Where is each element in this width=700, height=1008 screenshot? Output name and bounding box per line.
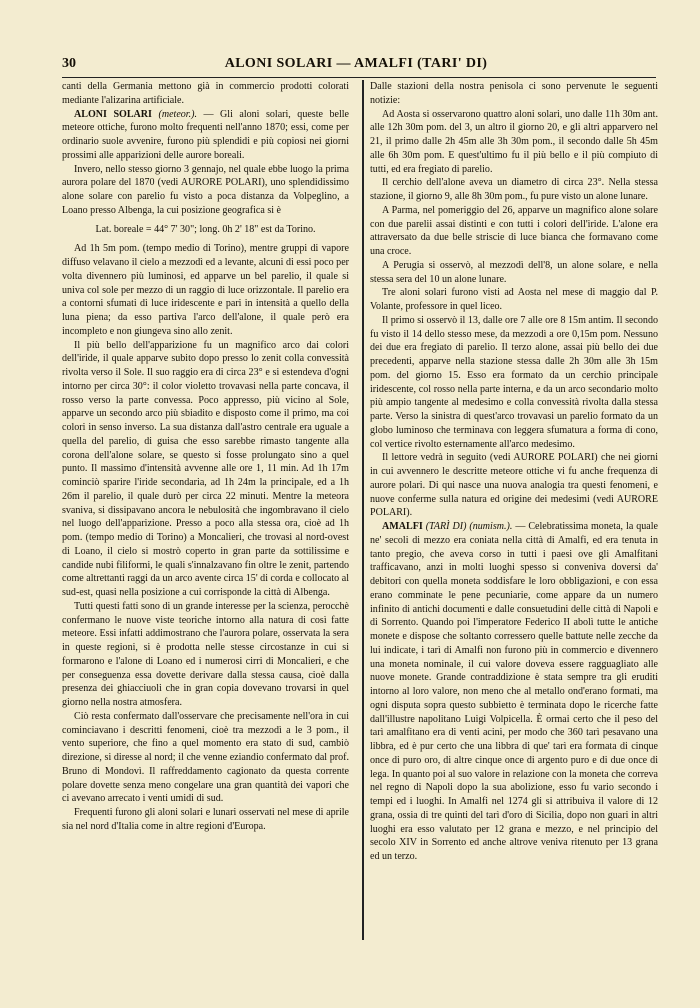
entry-amalfi <box>370 520 658 864</box>
paragraph: A Parma, nel pomeriggio del 26, apparve un magnifico alone solare con due parelii assai distinti e con tutti i colori dell'iride. L'alone era attraversato da due belle striscie di luce bianca che formavano come una croce. <box>370 204 658 257</box>
running-title: ALONI SOLARI — AMALFI (TARI' DI) <box>224 56 488 71</box>
paragraph: A Perugia si osservò, al mezzodì dell'8, un alone solare, e nella stessa sera del 10 un alone lunare. <box>370 259 658 285</box>
column-divider <box>362 80 364 940</box>
paragraph: Il più bello dell'apparizione fu un magnifico arco dai colori dell'iride, il quale apparve subito dopo presso lo zenit colla convessità rivolta verso il Sole. Il suo raggio era di circa 23° e si estendeva d'ogni intorno per circa 30°: il color violetto trovavasi nella parte concava, il rosso verso la parte convessa. Poco appresso, più vicino al Sole, apparve un secondo arco più sbiadito e disposto come il primo, ma coi colori in senso inverso. La sua distanza dall'astro centrale era uguale a quella del parelio, di guisa che esso sarebbe rimasto tangente alla corona dell'alone solare, se questo si fosse prolungato sino a quel punto. Il massimo d'intensità avvenne alle ore 1, 11 min. Ad 1h 17m cominciò sparire l'iride secondaria, ad 1h 24m la principale, ed a 1h 26m il parelio, il quale durò per circa 22 minuti. Mentre la meteora svaniva, si dissipavano ancora le nebulosità che ingombravano il cielo nel luogo dell'apparizione. Presso a poco alla stessa ora, cioè ad 1h pom. (tempo medio di Torino) a Moncalieri, che trovasi al nord-ovest di Loano, il cielo si mostrò coperto in gran parte da sottilissime e candide nubi filiformi, le quali s'innalzavano fin oltre le zenit, partendo come altrettanti raggi da un arco avente circa 15' di corda e collocato al sud-est, quasi nella posizione a cui corrisponde la città di Albenga. <box>62 339 349 598</box>
paragraph: canti della Germania mettono già in commercio prodotti colorati mediante l'alizarina artificiale. <box>62 81 349 106</box>
coordinates-line: Lat. boreale = 44° 7' 30"; long. 0h 2' 18" est da Torino. <box>95 223 316 235</box>
paragraph: Invero, nello stesso giorno 3 gennajo, nel quale ebbe luogo la prima aurora polare del 1870 (vedi AURORE POLARI), uno splendidissimo alone solare con parelio fu visto a poca distanza da Volpeglino, a Loano presso Albenga, la cui posizione geografica si è <box>62 163 349 216</box>
paragraph: Ad 1h 5m pom. (tempo medio di Torino), mentre gruppi di vapore diffuso velavano il cielo a mezzodì ed a levante, alcuni di essi poco per volta divennero più luminosi, ed apparve un bel parelio, il quale si univa col sole per mezzo di un raggio di luce orizzontale. Il parelio era a contorni sfumati di luce iridescente e pari in intensità a quello della luna piena; da esso partiva l'arco dell'alone, il quale però era incompleto e non giungeva sino allo zenit. <box>62 243 349 337</box>
entry-category: (meteor.). <box>151 108 197 120</box>
left-column <box>62 80 349 940</box>
right-column <box>370 80 658 940</box>
paragraph: Frequenti furono gli aloni solari e lunari osservati nel mese di aprile sia nel nord d'Italia come in altre regioni d'Europa. <box>62 807 349 832</box>
entry-category: (TARÌ DI) (numism.). <box>422 521 513 532</box>
entry-text: — Gli aloni solari, queste belle meteore ottiche, furono molto frequenti nell'anno 1870; essi, come per ordinario suole avvenire, furono più splendidi e più copiosi nei giorni prossimi alle apparizioni delle aurore boreali. <box>62 108 349 161</box>
page-number: 30 <box>62 56 76 71</box>
page-header <box>62 56 656 76</box>
paragraph: Tre aloni solari furono visti ad Aosta nel mese di maggio dal P. Volante, professore in quel liceo. <box>370 287 658 312</box>
entry-text: — Celebratissima moneta, la quale ne' secoli di mezzo era coniata nella città di Amalfi, ed era tenuta in tanto pregio, che aveva corso in tutti i paesi ove gli Amalfitani trafficavano, anzi in molti luoghi spesso si conveniva doversi da' debitori con quella moneta soddisfare le loro obbligazioni, e con essa erano comminate le pene pecuniarie, come appare da un numero infinito di antichi documenti e dalle consuetudini delle città di Napoli e di Sorrento. Quando poi l'imperatore Federico II abolì tutte le antiche monete e dispose che soltanto corressero quelle battute nelle zecche da lui indicate, i tarì di Amalfi non furono più in commercio e divennero una moneta nominale, il cui valore doveva essere ragguagliato alle nuove monete. Grande contraddizione è stata sempre tra gli eruditi intorno al loro valore, non meno che al metallo ond'erano formati, ma ogni disputa sopra questo subbietto è terminata dopo le ricerche fatte dall'illustre napolitano Luigi Volpicella. È ormai certo che il peso del tarì amalfitano era di venti acini, per modo che 360 tarì pesavano una libbra, ed è pur certo che una libbra di que' tarì era formata di cinque once di puro oro, di altre cinque once di argento puro e di due once di lega. In quanto poi al suo valore in relazione con la moneta che correva nel regno di Napoli dopo la sua abolizione, esso fu vario secondo i tempi ed i luoghi. In Amalfi nel 1274 gli si attribuiva il valore di 12 grana, ossia di tre quinti del tarì d'oro di Sicilia, dopo non guari in altri luoghi era esso valutato per 12 grana e mezzo, e nel principio del secolo XIV in Sorrento ed anche altrove veniva ritenuto per 13 grana ed un terzo. <box>370 521 658 862</box>
paragraph: Il cerchio dell'alone aveva un diametro di circa 23°. Nella stessa stazione, il giorno 9, alle 8h 30m pom., fu pure visto un alone lunare. <box>370 177 658 202</box>
paragraph: Il lettore vedrà in seguito (vedi AURORE POLARI) che nei giorni in cui avvennero le descritte meteore ottiche vi fu anche frequenza di aurore polari. Di qui nasce una nuova analogia tra questi fenomeni, e nuove conferme sulla natura ed origine dei medesimi (vedi AURORE POLARI). <box>370 452 658 519</box>
entry-aloni-solari <box>62 108 349 163</box>
paragraph: Tutti questi fatti sono di un grande interesse per la scienza, perocchè confermano le nuove viste teoriche intorno alla natura di così fatte meteore. Essi infatti addimostrano che l'aurora polare, osservata la sera in queste regioni, si è prodotta nelle stesse circostanze in cui si formarono e l'alone di Loano ed i numerosi cirri di Moncalieri, e che per conseguenza essa dovette derivare dalla stessa causa, cioè dalla presenza dei ghiacciuoli che in gran copia dovevano trovarsi in quel giorno nella nostra atmosfera. <box>62 600 349 708</box>
entry-headword: ALONI SOLARI <box>74 108 152 120</box>
paragraph: Il primo si osservò il 13, dalle ore 7 alle ore 8 15m antim. Il secondo fu visto il 14 dello stesso mese, da mezzodì a ore 0,15m pom. Nessuno dei due era fregiato di parelio. Il terzo alone, assai più bello dei due precedenti, apparve nella stazione stessa dalle 2h 30m alle 3h 15m pom. del giorno 15. Esso era formato da un cerchio principale iridescente, col rosso nella parte interna, e da un arco secondario molto più ampio tangente al medesimo e colla convessità rivolta dalla stessa parte. Verso la sinistra di quest'arco trovavasi un parelio formato da un globo luminoso che terminava con leggera sfumatura a forma di cono, col vertice rivolto esternamente all'arco medesimo. <box>370 314 658 450</box>
paragraph: Ciò resta confermato dall'osservare che precisamente nell'ora in cui cominciavano i descritti fenomeni, cioè tra mezzodì a le 3 pom., il vento superiore, che fino a quel momento era stato di sud, cambiò direzione, si diresse al nord; il che venne eziandio confermato dal prof. Bruno di Mondovì. Il raffreddamento cagionato da questa corrente polare dovette senza meno congelare una gran quantità dei vapori che ci avevano arrecato i venti umidi di sud. <box>62 710 349 805</box>
entry-headword: AMALFI <box>382 521 423 532</box>
paragraph: Ad Aosta si osservarono quattro aloni solari, uno dalle 11h 30m ant. alle 12h 30m pom. del 3, un altro il giorno 20, e gli altri apparvero nel 21, il primo dalle 2h 45m alle 3h 30m pom., il secondo dalle 5h 45m alle 6h 30m pom. E quest'ultimo fu il più bello e il più compiuto di tutti, ed era fregiato di parelio. <box>370 108 658 175</box>
paragraph: Dalle stazioni della nostra penisola ci sono pervenute le seguenti notizie: <box>370 81 658 106</box>
header-rule <box>62 77 656 78</box>
